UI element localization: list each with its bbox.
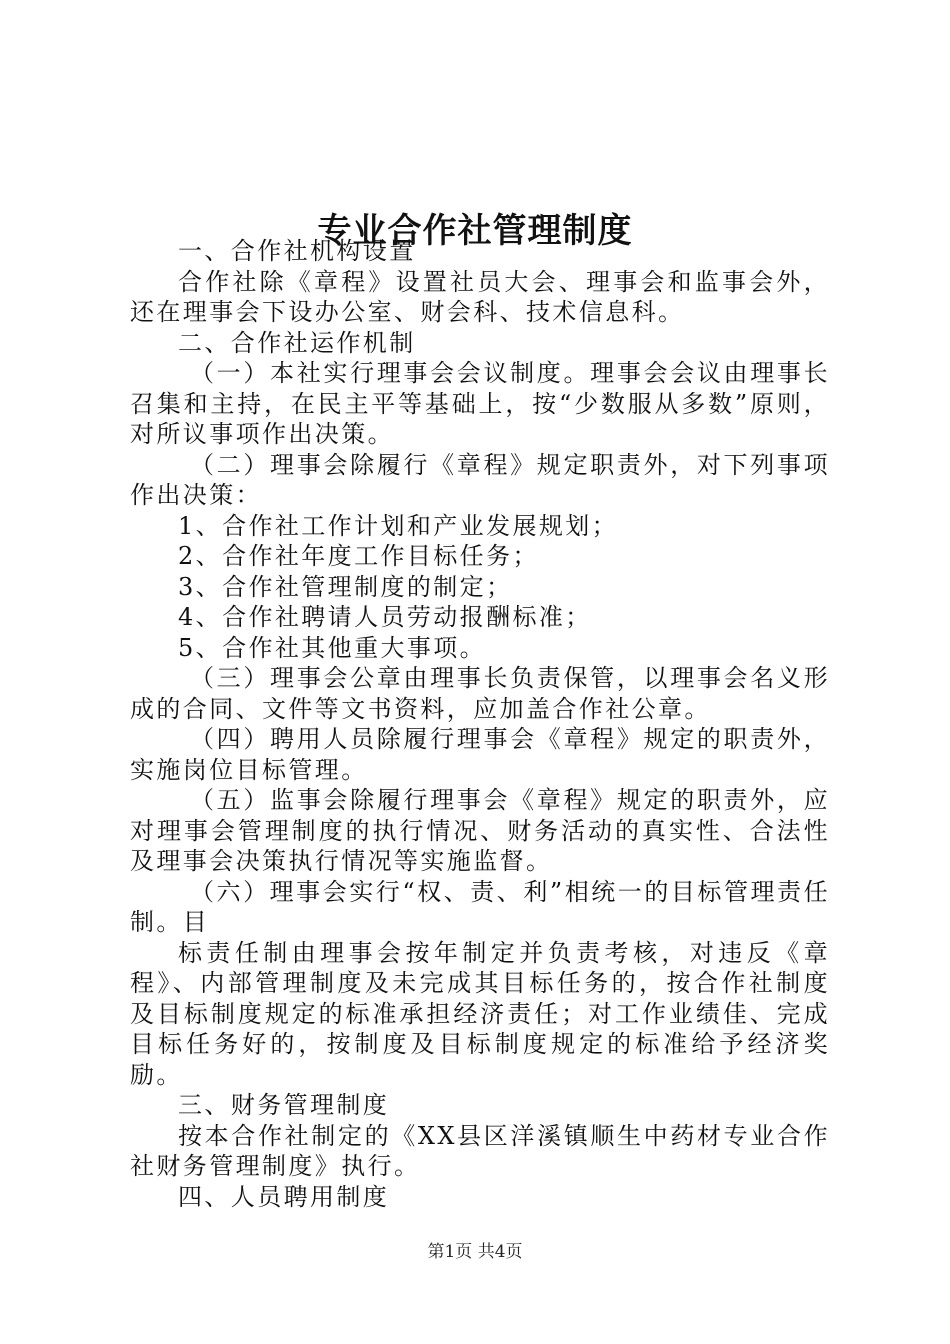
list-item: 4、合作社聘请人员劳动报酬标准； [178, 603, 592, 631]
list-item: 2、合作社年度工作目标任务； [178, 542, 539, 570]
list-item: 3、合作社管理制度的制定； [178, 572, 513, 601]
document-body [130, 236, 830, 1212]
paragraph: （四）聘用人员除履行理事会《章程》规定的职责外，实施岗位目标管理。 [130, 725, 830, 784]
page-footer: 第1页 共4页 [427, 1242, 523, 1262]
paragraph: （六）理事会实行“权、责、利”相统一的目标管理责任制。目 [130, 877, 830, 936]
list-item: 1、合作社工作计划和产业发展规划； [178, 511, 619, 540]
list-item: 5、合作社其他重大事项。 [178, 633, 487, 662]
section-heading-finance: 三、财务管理制度 [178, 1091, 390, 1119]
paragraph: 按本合作社制定的《XX县区洋溪镇顺生中药材专业合作社财务管理制度》执行。 [130, 1121, 830, 1180]
section-heading-structure: 一、合作社机构设置 [178, 237, 416, 265]
paragraph: （五）监事会除履行理事会《章程》规定的职责外，应对理事会管理制度的执行情况、财务活动的真实性、合法性及理事会决策执行情况等实施监督。 [130, 786, 830, 875]
section-heading-mechanism: 二、合作社运作机制 [178, 328, 416, 357]
section-heading-hiring: 四、人员聘用制度 [178, 1182, 390, 1211]
document-title: 专业合作社管理制度 [317, 210, 633, 251]
paragraph: 合作社除《章程》设置社员大会、理事会和监事会外，还在理事会下设办公室、财会科、技术信息科。 [130, 267, 830, 326]
paragraph: 标责任制由理事会按年制定并负责考核，对违反《章程》、内部管理制度及未完成其目标任务的，按合作社制度及目标制度规定的标准承担经济责任；对工作业绩佳、完成目标任务好的，按制度及目标制度规定的标准给予经济奖励。 [130, 938, 830, 1089]
paragraph: （二）理事会除履行《章程》规定职责外，对下列事项作出决策： [130, 450, 830, 509]
paragraph: （三）理事会公章由理事长负责保管，以理事会名义形成的合同、文件等文书资料，应加盖合作社公章。 [130, 664, 830, 723]
paragraph: （一）本社实行理事会会议制度。理事会会议由理事长召集和主持，在民主平等基础上，按“少数服从多数”原则，对所议事项作出决策。 [130, 359, 830, 448]
